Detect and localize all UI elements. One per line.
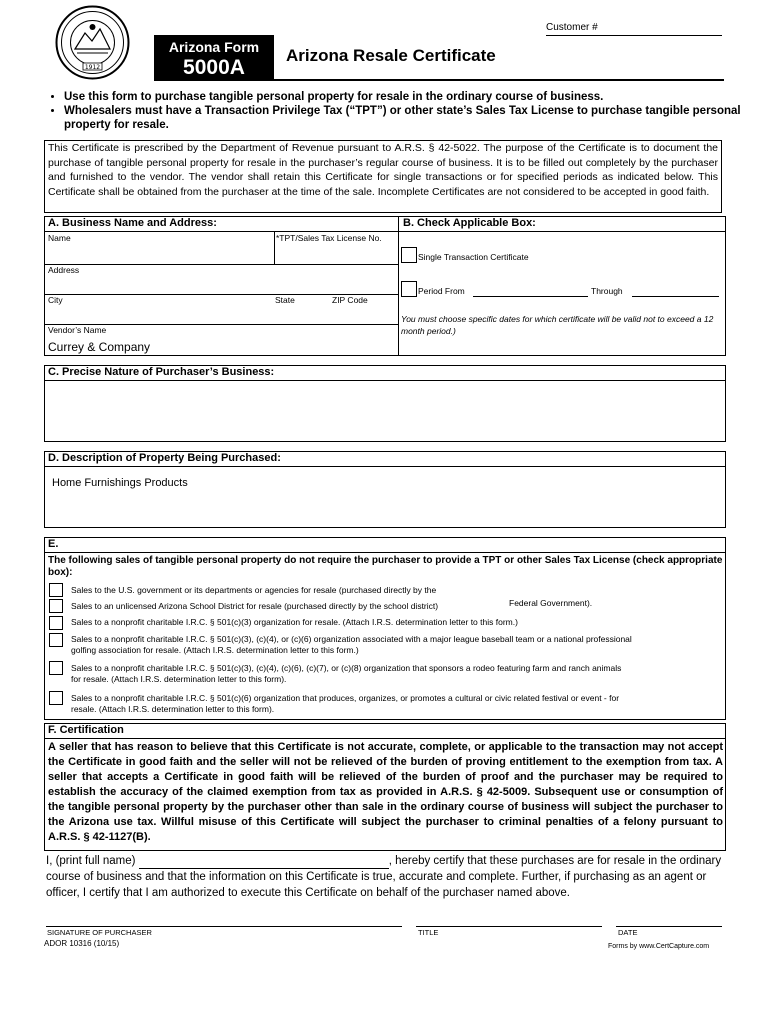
period-note: You must choose specific dates for which certificate will be valid not to exceed a 12 month period.) xyxy=(401,314,714,336)
print-name-suffix: , hereby certify that these purchases are for resale in the xyxy=(388,855,677,867)
list-item: • Wholesalers must have a Transaction Privilege Tax (“TPT”) or other state’s Sales Tax License to purchase tangible personal property for resale. xyxy=(64,104,754,132)
certification-warning: A seller that has reason to believe that this Certificate is not accurate, complete, or applicable to the transaction may not accept the Certificate in good faith and the seller will not be relieved of the burden of proving entitlement to the exemption from tax. A seller that accepts a Certificate in good faith will be relieved of the burden of proof and the purchaser may be required to establish the accuracy of the claimed exemption from tax as provided in A.R.S. § 42-5009. Subsequent use or consumption of the tangible personal property by the purchaser other than sale in the ordinary course of business will subject the purchaser to the Arizona use tax. Willful misuse of this Certificate will subject the purchaser to criminal penalties of a felony pursuant to A.R.S. § 42-1127(B). xyxy=(48,741,723,843)
section-f-heading: F. Certification xyxy=(48,724,124,736)
section-e xyxy=(44,537,726,720)
title-divider xyxy=(274,79,724,81)
vendor-value: Currey & Company xyxy=(48,340,151,354)
city-state-zip-field[interactable] xyxy=(45,294,398,325)
date-line[interactable] xyxy=(616,926,722,927)
customer-number-label: Customer # xyxy=(546,22,598,33)
through-field[interactable] xyxy=(632,286,719,297)
customer-number-field[interactable] xyxy=(546,35,722,36)
form-label: Arizona Form xyxy=(168,39,260,55)
single-transaction-label: Single Transaction Certificate xyxy=(418,252,529,262)
list-item-continued: resale. (Attach I.R.S. determination letter to this form). xyxy=(71,704,275,714)
intro-paragraph: This Certificate is prescribed by the Department of Revenue pursuant to A.R.S. § 42-5022. The purpose of the Certificate is to document the purchase of tangible personal property for resale in the purchaser’s regular course of business. It is to be filled out completely by the purchaser and furnished to the vendor. The vendor shall retain this Certificate for single transactions or for specified periods as indicated below. This Certificate shall be obtained from the purchaser at the time of the sale. Incomplete Certificates are not considered to be accepted in good faith. xyxy=(44,140,722,213)
business-nature-field[interactable] xyxy=(45,381,725,441)
exemption-checkbox-2[interactable] xyxy=(49,599,63,613)
single-transaction-checkbox[interactable] xyxy=(401,247,417,263)
period-from-label: Period From xyxy=(418,286,465,296)
section-d-heading: D. Description of Property Being Purchased: xyxy=(48,452,281,464)
signature-line[interactable] xyxy=(46,926,402,927)
section-d xyxy=(44,451,726,528)
title-line[interactable] xyxy=(416,926,602,927)
title-label: TITLE xyxy=(418,928,439,937)
exemption-checkbox-3[interactable] xyxy=(49,616,63,630)
print-name-prefix: I, (print full name) xyxy=(46,855,136,867)
form-number-box xyxy=(154,35,274,81)
section-a-b xyxy=(44,216,726,356)
list-item: Sales to a nonprofit charitable I.R.C. § 501(c)(3), (c)(4), or (c)(6) organization associated with a major league baseball team or a national professional xyxy=(71,634,632,644)
section-c-heading: C. Precise Nature of Purchaser’s Business: xyxy=(48,366,275,378)
section-a-heading: A. Business Name and Address: xyxy=(48,217,217,229)
list-item-continued: golfing association for resale. (Attach I.R.S. determination letter to this form.) xyxy=(71,645,359,655)
name-label: Name xyxy=(48,233,71,243)
tpt-label: *TPT/Sales Tax License No. xyxy=(276,233,382,243)
section-e-intro: The following sales of tangible personal property do not require the purchaser to provide a TPT or other Sales Tax License (check appropriate box): xyxy=(48,555,723,578)
section-e-heading: E. xyxy=(48,538,59,550)
list-item: • Use this form to purchase tangible personal property for resale in the ordinary course of business. xyxy=(64,90,754,104)
list-item: Sales to a nonprofit charitable I.R.C. § 501(c)(6) organization that produces, organizes, or promotes a cultural or civic related festival or event - for xyxy=(71,693,620,703)
certification-rest: ordinary course of business and that the information on this Certificate is true, accurate and complete. Further, if purchasing as an agent or officer, I certify that I am authorized to execute this Certificate on behalf of the purchaser named above. xyxy=(46,855,722,899)
vendor-name-field[interactable] xyxy=(45,324,398,355)
list-item: Sales to a nonprofit charitable I.R.C. § 501(c)(3), (c)(4), (c)(6), (c)(7), or (c)(8) organization that sponsors a rodeo featuring farm and ranch animals xyxy=(71,663,622,673)
list-item: Sales to a nonprofit charitable I.R.C. § 501(c)(3) organization for resale. (Attach I.R.S. determination letter to this form.) xyxy=(71,617,518,627)
list-item-continued: for resale. (Attach I.R.S. determination letter to this form). xyxy=(71,674,287,684)
state-seal-logo xyxy=(55,5,130,80)
exemption-checkbox-5[interactable] xyxy=(49,661,63,675)
property-description-field[interactable] xyxy=(45,467,725,527)
exemption-checkbox-4[interactable] xyxy=(49,633,63,647)
svg-text:1912: 1912 xyxy=(84,64,101,71)
form-code: ADOR 10316 (10/15) xyxy=(44,939,120,948)
exemption-checkbox-6[interactable] xyxy=(49,691,63,705)
period-from-field[interactable] xyxy=(473,286,588,297)
period-checkbox[interactable] xyxy=(401,281,417,297)
vendor-label: Vendor’s Name xyxy=(48,325,107,335)
exemption-checkbox-1[interactable] xyxy=(49,583,63,597)
section-b-heading: B. Check Applicable Box: xyxy=(403,217,536,229)
address-field[interactable] xyxy=(45,264,398,295)
page-title: Arizona Resale Certificate xyxy=(286,46,496,65)
section-f xyxy=(44,723,726,851)
city-label: City xyxy=(48,295,63,305)
name-field[interactable] xyxy=(45,232,275,265)
footer-credit: Forms by www.CertCapture.com xyxy=(608,943,710,950)
signature-label: SIGNATURE OF PURCHASER xyxy=(47,928,152,937)
tpt-license-field[interactable] xyxy=(274,232,398,265)
print-name-field[interactable] xyxy=(139,856,389,869)
instruction-list xyxy=(42,90,754,132)
through-label: Through xyxy=(591,286,623,296)
list-item: Sales to an unlicensed Arizona School District for resale (purchased directly by the school district) xyxy=(71,601,439,611)
certification-statement xyxy=(46,853,724,901)
list-item-continued: Federal Government). xyxy=(509,598,593,608)
property-description-value: Home Furnishings Products xyxy=(52,477,188,489)
date-label: DATE xyxy=(618,928,638,937)
form-number: 5000A xyxy=(183,56,245,79)
address-label: Address xyxy=(48,265,80,275)
zip-label: ZIP Code xyxy=(332,295,368,305)
list-item: Sales to the U.S. government or its departments or agencies for resale (purchased directly by the xyxy=(71,585,437,595)
state-label: State xyxy=(275,295,295,305)
section-c xyxy=(44,365,726,442)
